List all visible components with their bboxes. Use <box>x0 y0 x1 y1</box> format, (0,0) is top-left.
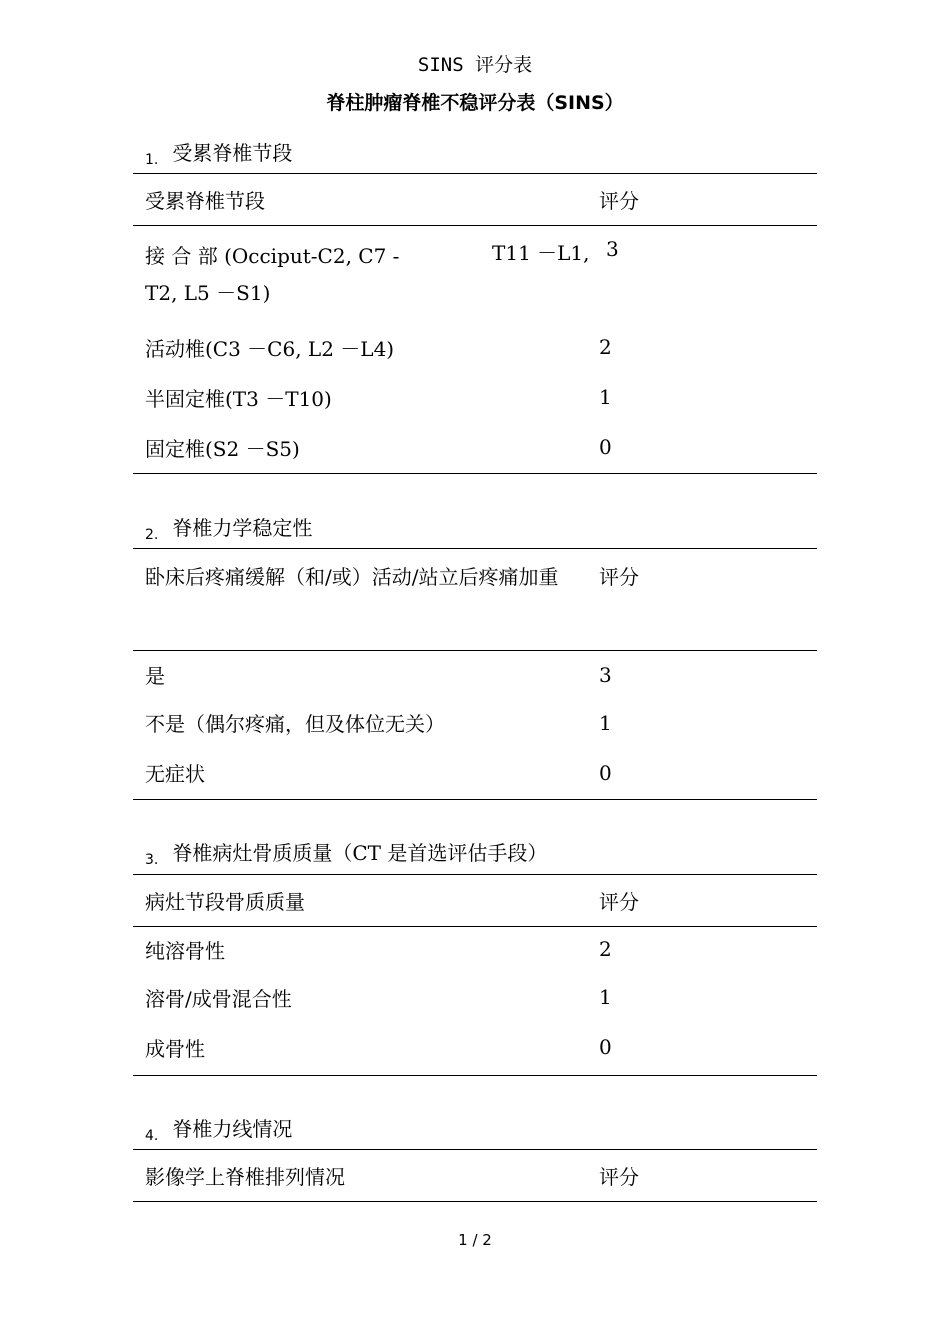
table-row-label: 是 <box>145 664 165 688</box>
table-row-label: 不是（偶尔疼痛，但及体位无关） <box>145 712 445 736</box>
table-rule <box>133 650 817 651</box>
column-header-left: 卧床后疼痛缓解（和/或）活动/站立后疼痛加重 <box>145 565 559 589</box>
table-row-score: 0 <box>599 435 612 459</box>
column-header-left: 受累脊椎节段 <box>145 189 265 213</box>
page-number: 1 / 2 <box>458 1231 492 1249</box>
table-row-label: 活动椎(C3 －C6, L2 －L4) <box>145 337 395 361</box>
section-4-heading <box>145 1113 292 1144</box>
column-header-left: 病灶节段骨质质量 <box>145 890 305 914</box>
section-number: 2. <box>145 527 159 543</box>
table-row-score: 0 <box>599 761 612 785</box>
table-rule <box>133 799 817 800</box>
table-rule <box>133 1201 817 1202</box>
section-title: 脊椎病灶骨质质量（CT 是首选评估手段） <box>172 841 548 865</box>
section-2-heading <box>145 512 312 543</box>
section-number: 3. <box>145 852 159 868</box>
column-header-score: 评分 <box>599 189 639 213</box>
table-rule <box>133 173 817 174</box>
section-number: 4. <box>145 1128 159 1144</box>
table-row-score: 1 <box>599 385 612 409</box>
table-rule <box>133 926 817 927</box>
section-title: 脊椎力线情况 <box>172 1117 293 1141</box>
table-row-label: 接 合 部 (Occiput-C2, C7 - <box>145 244 400 268</box>
table-row-label: 纯溶骨性 <box>145 939 225 963</box>
table-rule <box>133 473 817 474</box>
table-rule <box>133 1149 817 1150</box>
column-header-score: 评分 <box>599 1165 639 1189</box>
table-row-score: 0 <box>599 1035 612 1059</box>
table-row-score: 3 <box>599 663 612 687</box>
section-3-heading <box>145 837 547 868</box>
table-row-label: 无症状 <box>145 762 205 786</box>
table-row-score: 1 <box>599 711 612 735</box>
page-title: 脊柱肿瘤脊椎不稳评分表（SINS） <box>326 92 624 114</box>
table-row-label: 溶骨/成骨混合性 <box>145 987 292 1011</box>
table-rule <box>133 1075 817 1076</box>
column-header-left: 影像学上脊椎排列情况 <box>145 1165 345 1189</box>
table-row-score: 2 <box>599 937 612 961</box>
table-row-label: 成骨性 <box>145 1037 205 1061</box>
column-header-score: 评分 <box>599 890 639 914</box>
section-1-heading <box>145 137 292 168</box>
document-header: SINS 评分表 <box>417 54 533 76</box>
column-header-score: 评分 <box>599 565 639 589</box>
table-row-label: T11 －L1, <box>492 241 590 265</box>
table-row-score: 2 <box>599 335 612 359</box>
table-row-label: 固定椎(S2 －S5) <box>145 437 300 461</box>
table-row-label: T2, L5 －S1) <box>145 281 271 305</box>
section-title: 脊椎力学稳定性 <box>172 516 313 540</box>
section-number: 1. <box>145 152 159 168</box>
section-title: 受累脊椎节段 <box>172 141 293 165</box>
table-rule <box>133 548 817 549</box>
table-row-score: 1 <box>599 985 612 1009</box>
table-rule <box>133 874 817 875</box>
table-row-label: 半固定椎(T3 －T10) <box>145 387 332 411</box>
table-rule <box>133 225 817 226</box>
table-row-score: 3 <box>606 237 619 261</box>
